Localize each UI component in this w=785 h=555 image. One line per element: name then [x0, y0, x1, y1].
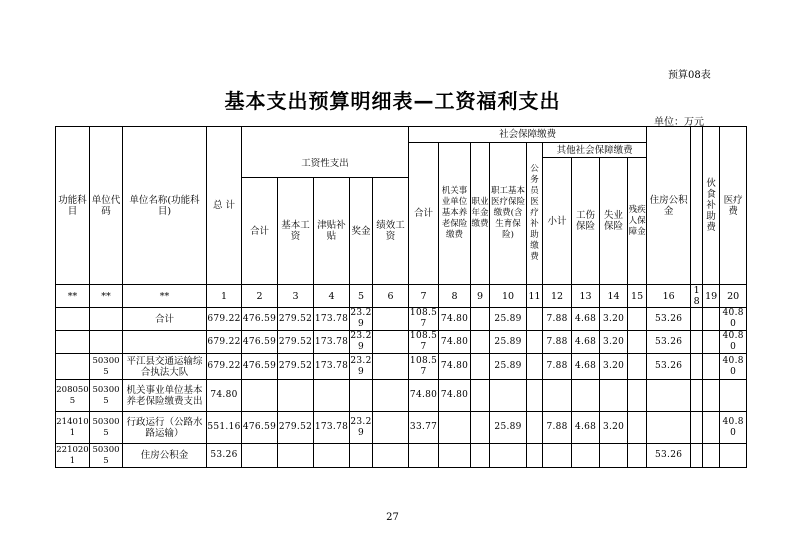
- table-cell: [490, 380, 527, 412]
- index-cell: 9: [471, 285, 490, 308]
- header-medical: 职工基本医疗保险缴费(含生育保险): [490, 143, 527, 285]
- table-cell: 679.22: [207, 308, 242, 331]
- budget-table: [55, 126, 747, 468]
- table-cell: 40.80: [720, 308, 747, 331]
- header-subtotal-social: 合计: [409, 143, 439, 285]
- table-cell: [647, 412, 691, 444]
- table-cell: 7.88: [543, 331, 572, 354]
- table-cell: [123, 331, 207, 354]
- table-cell: [314, 444, 350, 468]
- table-cell: 476.59: [242, 308, 278, 331]
- index-cell: 18: [691, 285, 703, 308]
- table-cell: [409, 444, 439, 468]
- table-cell: [373, 308, 409, 331]
- header-func-code: 功能科目: [56, 127, 90, 285]
- header-unit-name: 单位名称(功能科目): [123, 127, 207, 285]
- index-cell: **: [56, 285, 90, 308]
- header-med-fee: 医疗费: [720, 127, 747, 285]
- table-cell: [628, 380, 647, 412]
- table-cell: [90, 331, 123, 354]
- table-cell: 23.29: [350, 354, 373, 380]
- table-cell: [373, 444, 409, 468]
- index-cell: 6: [373, 285, 409, 308]
- table-cell: 3.20: [600, 331, 628, 354]
- table-row: [56, 380, 747, 412]
- table-cell: [350, 380, 373, 412]
- table-cell: [600, 444, 628, 468]
- table-cell: [703, 331, 720, 354]
- table-cell: 23.29: [350, 331, 372, 352]
- table-cell: 4.68: [572, 354, 600, 380]
- table-cell: 74.80: [207, 380, 242, 412]
- table-cell: 74.80: [439, 331, 471, 354]
- header-spacer: [691, 127, 703, 285]
- table-cell: 476.59: [242, 331, 278, 354]
- table-cell: 25.89: [490, 354, 527, 380]
- table-cell: 74.80: [409, 380, 439, 412]
- table-cell: [278, 380, 314, 412]
- table-cell: [527, 412, 543, 444]
- table-cell: [703, 354, 720, 380]
- table-cell: [471, 412, 490, 444]
- index-cell: 10: [490, 285, 527, 308]
- table-row: [56, 444, 747, 468]
- table-cell: [703, 412, 720, 444]
- index-cell: 5: [350, 285, 373, 308]
- index-cell: **: [90, 285, 123, 308]
- table-cell: 23.29: [350, 412, 373, 444]
- table-cell: 25.89: [490, 308, 527, 331]
- table-cell: [572, 444, 600, 468]
- table-cell: [628, 354, 647, 380]
- table-cell: 4.68: [572, 308, 600, 331]
- table-cell: [543, 380, 572, 412]
- table-row: [56, 308, 747, 331]
- table-cell: [278, 444, 314, 468]
- table-cell: 173.78: [314, 308, 350, 331]
- table-cell: 679.22: [207, 331, 242, 354]
- table-cell: 476.59: [242, 354, 278, 380]
- header-meal: 伙食补助费: [703, 127, 720, 285]
- table-cell: [373, 331, 409, 354]
- table-cell: 7.88: [543, 308, 572, 331]
- table-cell: [471, 444, 490, 468]
- table-cell: [471, 331, 490, 354]
- index-cell: 16: [647, 285, 691, 308]
- table-cell: 住房公积金: [123, 444, 207, 468]
- index-cell: 15: [628, 285, 647, 308]
- header-salary-group-top: [242, 127, 409, 158]
- table-cell: 503005: [90, 380, 123, 412]
- table-cell: 173.78: [314, 412, 350, 444]
- table-cell: [56, 331, 90, 354]
- table-cell: [543, 444, 572, 468]
- table-cell: [572, 380, 600, 412]
- table-cell: 173.78: [314, 354, 350, 380]
- table-cell: 4.68: [572, 331, 600, 354]
- table-cell: 53.26: [647, 444, 691, 468]
- table-cell: 108.57: [409, 354, 439, 380]
- table-cell: [703, 308, 720, 331]
- header-pension: 机关事业单位基本养老保险缴费: [439, 143, 471, 285]
- table-cell: 53.26: [207, 444, 242, 468]
- table-cell: [242, 380, 278, 412]
- table-cell: [628, 444, 647, 468]
- table-cell: [439, 444, 471, 468]
- table-cell: 279.52: [278, 331, 314, 354]
- table-cell: [527, 331, 543, 354]
- index-cell: 20: [720, 285, 747, 308]
- table-cell: [720, 444, 747, 468]
- unit-label: 单位：万元: [654, 117, 704, 128]
- header-unit-code: 单位代码: [90, 127, 123, 285]
- header-unemployment: 失业保险: [600, 158, 628, 285]
- header-civil-medical: 公务员医疗补助缴费: [527, 143, 543, 285]
- table-cell: 平江县交通运输综合执法大队: [123, 354, 207, 380]
- index-cell: 14: [600, 285, 628, 308]
- table-cell: [527, 444, 543, 468]
- table-cell: [471, 380, 490, 412]
- table-cell: 3.20: [600, 354, 628, 380]
- table-cell: 40.80: [720, 331, 747, 354]
- table-cell: [527, 354, 543, 380]
- table-cell: [703, 444, 720, 468]
- table-row: [56, 412, 747, 444]
- header-injury: 工伤保险: [572, 158, 600, 285]
- index-cell: 12: [543, 285, 572, 308]
- table-cell: 108.57: [409, 308, 438, 329]
- page-number: 27: [386, 512, 399, 523]
- table-cell: 33.77: [409, 412, 439, 444]
- table-cell: 74.80: [439, 308, 471, 331]
- table-cell: [691, 331, 703, 354]
- table-cell: 279.52: [278, 354, 314, 380]
- table-cell: [720, 380, 747, 412]
- table-cell: 53.26: [647, 354, 691, 380]
- table-cell: 25.89: [490, 331, 527, 354]
- table-cell: 机关事业单位基本养老保险缴费支出: [123, 380, 207, 412]
- table-cell: [471, 308, 490, 331]
- header-total: 总 计: [207, 127, 242, 285]
- page-title: 基本支出预算明细表—工资福利支出: [224, 89, 561, 113]
- table-cell: 2080505: [56, 380, 90, 412]
- table-cell: 74.80: [439, 354, 471, 380]
- table-cell: [350, 444, 373, 468]
- table-cell: 551.16: [207, 412, 242, 444]
- table-cell: 行政运行（公路水路运输）: [123, 412, 207, 444]
- table-row: [56, 354, 747, 380]
- table-cell: [628, 331, 647, 354]
- table-cell: [691, 380, 703, 412]
- table-cell: 合计: [123, 308, 207, 331]
- table-cell: [691, 444, 703, 468]
- table-cell: 503005: [90, 444, 123, 468]
- index-cell: 13: [572, 285, 600, 308]
- table-cell: 279.52: [278, 308, 314, 331]
- table-cell: 679.22: [207, 354, 242, 380]
- table-cell: [373, 412, 409, 444]
- index-cell: 7: [409, 285, 439, 308]
- table-cell: [90, 308, 123, 331]
- table-cell: 23.29: [350, 308, 372, 329]
- table-cell: [373, 354, 409, 380]
- header-housing: 住房公积金: [647, 127, 691, 285]
- index-cell: 11: [527, 285, 543, 308]
- index-cell: 1: [207, 285, 242, 308]
- index-cell: 8: [439, 285, 471, 308]
- index-cell: 4: [314, 285, 350, 308]
- table-cell: 503005: [90, 412, 123, 444]
- table-cell: [703, 380, 720, 412]
- header-allowance: 津贴补贴: [314, 178, 350, 285]
- header-performance: 绩效工资: [373, 178, 409, 285]
- header-annuity: 职业年金缴费: [471, 143, 490, 285]
- table-cell: 53.26: [647, 331, 691, 354]
- header-other-subtotal: 小计: [543, 158, 572, 285]
- data-rows: [56, 308, 747, 468]
- header-social-group: 社会保障缴费: [409, 127, 647, 143]
- table-cell: [56, 354, 90, 380]
- table-cell: [314, 380, 350, 412]
- table-cell: 108.57: [409, 331, 438, 352]
- table-cell: 40.80: [720, 354, 747, 380]
- table-cell: 4.68: [572, 412, 600, 444]
- table-cell: 3.20: [600, 308, 628, 331]
- table-cell: 2210201: [56, 444, 89, 466]
- form-number: 预算08表: [668, 70, 711, 81]
- index-row: [56, 285, 747, 308]
- table-cell: [242, 444, 278, 468]
- table-cell: [628, 308, 647, 331]
- header-subtotal-salary: 合计: [242, 178, 278, 285]
- table-cell: 173.78: [314, 331, 350, 354]
- table-cell: [628, 412, 647, 444]
- header-salary-group: 工资性支出: [242, 158, 409, 178]
- table-cell: 476.59: [242, 412, 278, 444]
- table-cell: 2140101: [56, 412, 90, 444]
- table-cell: [471, 354, 490, 380]
- table-cell: [373, 380, 409, 412]
- table-cell: 25.89: [490, 412, 527, 444]
- table-cell: 503005: [90, 354, 123, 380]
- header-other-social-group: 其他社会保障缴费: [543, 143, 647, 158]
- header-bonus: 奖金: [350, 178, 373, 285]
- table-cell: 7.88: [543, 354, 572, 380]
- table-cell: 53.26: [647, 308, 691, 331]
- table-row: [56, 331, 747, 354]
- index-cell: 3: [278, 285, 314, 308]
- table-cell: [600, 380, 628, 412]
- table-cell: 74.80: [439, 380, 471, 412]
- table-cell: [56, 308, 90, 331]
- table-cell: [647, 380, 691, 412]
- header-basic-salary: 基本工资: [278, 178, 314, 285]
- table-cell: 279.52: [278, 412, 314, 444]
- index-cell: 2: [242, 285, 278, 308]
- table-cell: [691, 412, 703, 444]
- index-cell: **: [123, 285, 207, 308]
- table-cell: [527, 308, 543, 331]
- table-cell: 7.88: [543, 412, 572, 444]
- table-cell: [490, 444, 527, 468]
- table-cell: 40.80: [720, 412, 747, 444]
- table-cell: [527, 380, 543, 412]
- table-cell: [439, 412, 471, 444]
- header-disabled: 残疾人保障金: [628, 158, 647, 285]
- table-cell: [691, 354, 703, 380]
- table-cell: 3.20: [600, 412, 628, 444]
- table-cell: [691, 308, 703, 331]
- index-cell: 19: [703, 285, 720, 308]
